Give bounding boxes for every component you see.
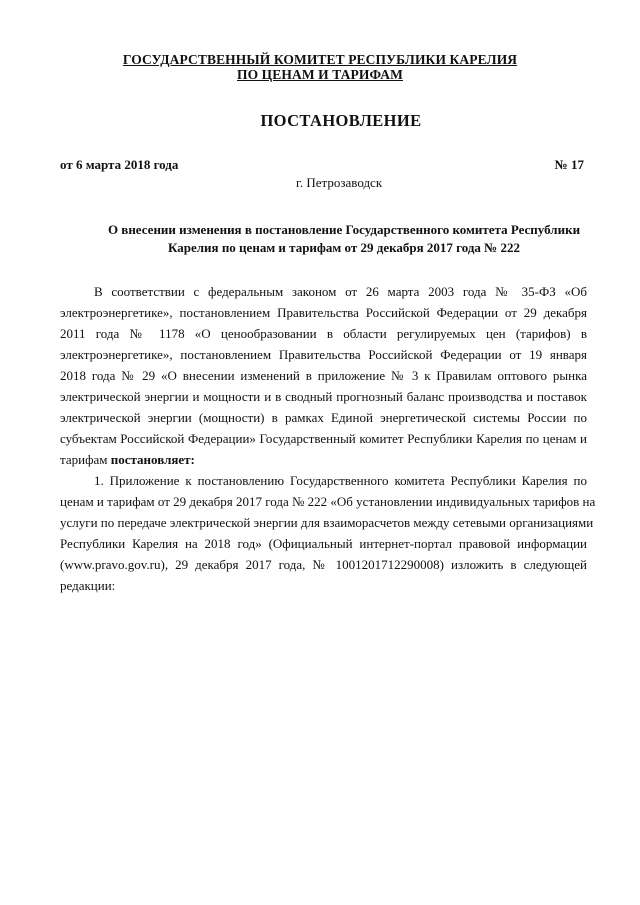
p1-line: 2011 года № 1178 «О ценообразовании в области регулируемых цен (тарифов) в [60, 326, 587, 341]
document-number: № 17 [554, 157, 584, 172]
p1-line: В соответствии с федеральным законом от 26 марта 2003 года № 35-ФЗ «Об [94, 284, 587, 299]
p1-line: 2018 года № 29 «О внесении изменений в приложение № 3 к Правилам оптового рынка [60, 368, 587, 383]
org-name-line2: ПО ЦЕНАМ И ТАРИФАМ [237, 67, 403, 82]
p2-line: 1. Приложение к постановлению Государственного комитета Республики Карелия по [94, 473, 587, 488]
org-name-line1: ГОСУДАРСТВЕННЫЙ КОМИТЕТ РЕСПУБЛИКИ КАРЕЛИЯ [122, 52, 518, 67]
p1-line: электроэнергетике», постановлением Правительства Российской Федерации от 29 декабря [60, 305, 587, 320]
p1-line: субъектам Российской Федерации» Государственный комитет Республики Карелия по ценам и [60, 431, 587, 446]
p2-line: редакции: [60, 578, 116, 593]
p2-line: услуги по передаче электрической энергии для взаиморасчетов между сетевыми организациями [60, 515, 594, 530]
document-city: г. Петрозаводск [296, 175, 383, 190]
p2-line: ценам и тарифам от 29 декабря 2017 года № 222 «Об установлении индивидуальных тарифов на [60, 494, 596, 509]
document-type-title: ПОСТАНОВЛЕНИЕ [260, 111, 422, 130]
p1-last-line [60, 452, 587, 468]
p2-line: (www.pravo.gov.ru), 29 декабря 2017 года, № 1001201712290008) изложить в следующей [60, 557, 587, 572]
p1-line: электрической энергии и мощности и в сводный прогнозный баланс производства и поставок [60, 389, 587, 404]
p1-line: электроэнергетике», постановлением Правительства Российской Федерации от 19 января [60, 347, 587, 362]
p1-line: электрической энергии (мощности) в рамках Единой энергетической системы России по [60, 410, 587, 425]
p1-last-text: тарифам [60, 452, 111, 467]
subject-line2: Карелия по ценам и тарифам от 29 декабря 2017 года № 222 [168, 240, 520, 255]
p2-line: Республики Карелия на 2018 год» (Официальный интернет-портал правовой информации [60, 536, 587, 551]
subject-line1: О внесении изменения в постановление Государственного комитета Республики [107, 222, 581, 237]
resolution-keyword: постановляет: [110, 452, 195, 467]
document-date: от 6 марта 2018 года [60, 157, 179, 172]
